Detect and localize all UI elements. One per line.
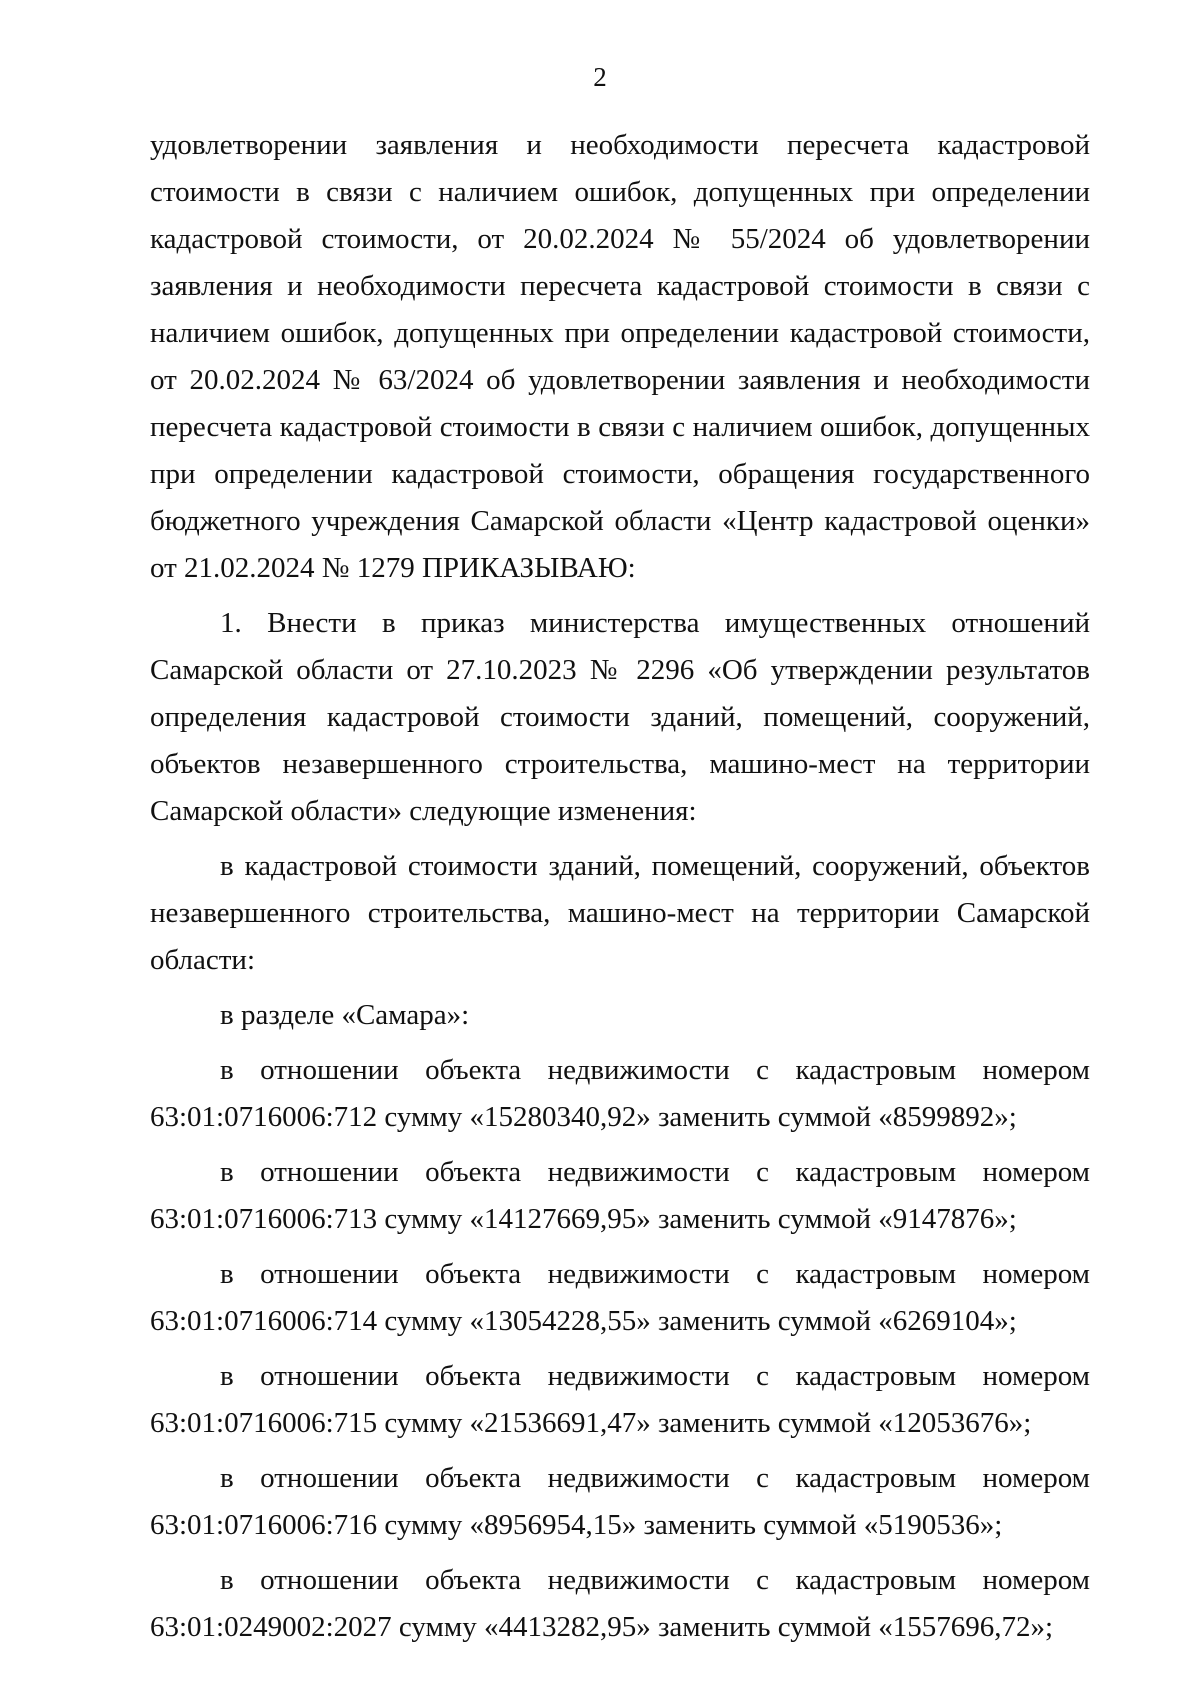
- page-number: 2: [593, 62, 607, 92]
- paragraph-change: в отношении объекта недвижимости с кадастровым номером 63:01:0716006:715 сумму «21536691,47» заменить суммой «12053676»;: [150, 1360, 1090, 1439]
- paragraph-change: в отношении объекта недвижимости с кадастровым номером 63:01:0716006:712 сумму «15280340,92» заменить суммой «8599892»;: [150, 1054, 1090, 1133]
- paragraph-item-1: 1. Внести в приказ министерства имущественных отношений Самарской области от 27.10.2023 № 2296 «Об утверждении результатов определения кадастровой стоимости зданий, помещений, сооружений, объектов незавершенного строительства, машино-мест на территории Самарской области» следующие изменения:: [150, 607, 1090, 827]
- paragraph-change: в отношении объекта недвижимости с кадастровым номером 63:01:0716006:716 сумму «8956954,15» заменить суммой «5190536»;: [150, 1462, 1090, 1541]
- paragraph-grounds: удовлетворении заявления и необходимости пересчета кадастровой стоимости в связи с наличием ошибок, допущенных при определении кадастровой стоимости, от 20.02.2024 № 55/2024 об удовлетворении заявления и необходимости пересчета кадастровой стоимости в связи с наличием ошибок, допущенных при определении кадастровой стоимости, от 20.02.2024 № 63/2024 об удовлетворении заявления и необходимости пересчета кадастровой стоимости в связи с наличием ошибок, допущенных при определении кадастровой стоимости, обращения государственного бюджетного учреждения Самарской области «Центр кадастровой оценки» от 21.02.2024 № 1279 ПРИКАЗЫВАЮ:: [150, 129, 1090, 584]
- paragraph-section: в разделе «Самара»:: [220, 999, 470, 1031]
- paragraph-change: в отношении объекта недвижимости с кадастровым номером 63:01:0716006:714 сумму «13054228,55» заменить суммой «6269104»;: [150, 1258, 1090, 1337]
- paragraph-change: в отношении объекта недвижимости с кадастровым номером 63:01:0716006:713 сумму «14127669,95» заменить суммой «9147876»;: [150, 1156, 1090, 1235]
- paragraph-scope: в кадастровой стоимости зданий, помещений, сооружений, объектов незавершенного строительства, машино-мест на территории Самарской области:: [150, 850, 1090, 976]
- paragraph-change: в отношении объекта недвижимости с кадастровым номером 63:01:0249002:2027 сумму «4413282,95» заменить суммой «1557696,72»;: [150, 1564, 1090, 1643]
- document-body: [150, 122, 1090, 1651]
